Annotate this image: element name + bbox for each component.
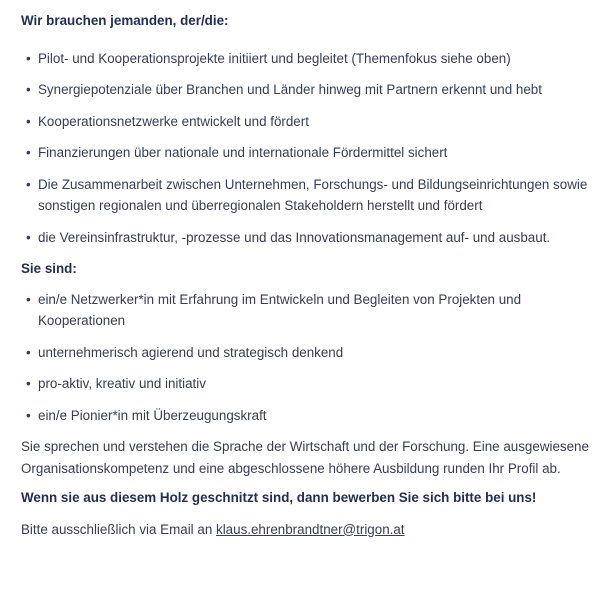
list-item: • die Vereinsinfrastruktur, -prozesse und das Innovationsmanagement auf- und ausbaut. [38, 227, 601, 249]
contact-line [21, 519, 601, 541]
list-item: • unternehmerisch agierend und strategisch denkend [38, 342, 601, 364]
summary-paragraph: Sie sprechen und verstehen die Sprache der Wirtschaft und der Forschung. Eine ausgewiesene Organisationskompetenz und eine abgeschlossene höhere Ausbildung runden Ihr Profil ab. [21, 439, 589, 476]
list-item: • ein/e Netzwerker*in mit Erfahrung im Entwickeln und Begleiten von Projekten und Kooperationen [38, 289, 601, 332]
list-item: • Die Zusammenarbeit zwischen Unternehmen, Forschungs- und Bildungseinrichtungen sowie sonstigen regionalen und überregionalen Stakeholdern herstellt und fördert [38, 174, 601, 217]
list-item: • pro-aktiv, kreativ und initiativ [38, 373, 601, 395]
list-item: • Kooperationsnetzwerke entwickelt und fördert [38, 111, 601, 133]
closing-statement: Wenn sie aus diesem Holz geschnitzt sind, dann bewerben Sie sich bitte bei uns! [21, 490, 537, 505]
profile-list [21, 289, 601, 427]
email-link[interactable]: klaus.ehrenbrandtner@trigon.at [216, 521, 405, 537]
list-item: • ein/e Pionier*in mit Überzeugungskraft [38, 405, 601, 427]
profile-heading: Sie sind: [21, 261, 77, 276]
contact-prefix: Bitte ausschließlich via Email an [21, 521, 216, 537]
needs-list [21, 48, 601, 249]
list-item: • Synergiepotenziale über Branchen und Länder hinweg mit Partnern erkennt und hebt [38, 79, 601, 101]
list-item: • Finanzierungen über nationale und internationale Fördermittel sichert [38, 142, 601, 164]
list-item: • Pilot- und Kooperationsprojekte initiiert und begleitet (Themenfokus siehe oben) [38, 48, 601, 70]
needs-heading: Wir brauchen jemanden, der/die: [21, 13, 229, 28]
